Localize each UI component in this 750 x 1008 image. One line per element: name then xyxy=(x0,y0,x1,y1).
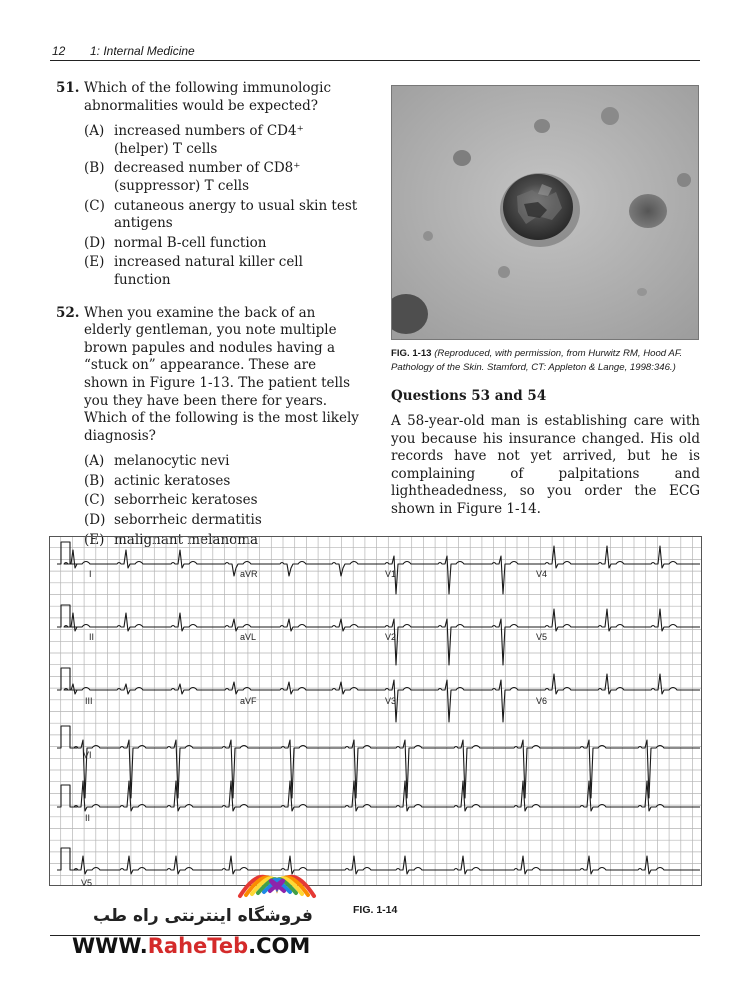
lead-label: V5 xyxy=(536,632,548,642)
lead-label: V2 xyxy=(385,632,397,642)
option-text: decreased number of CD8⁺ (suppressor) T cells xyxy=(114,160,301,194)
option-letter: (D) xyxy=(84,512,106,529)
page-number: 12 xyxy=(52,44,66,58)
answer-option xyxy=(84,453,362,471)
ecg-traces xyxy=(57,542,700,874)
option-letter: (B) xyxy=(84,160,105,177)
question-group-heading: Questions 53 and 54 xyxy=(391,388,547,404)
section-title: 1: Internal Medicine xyxy=(90,44,195,58)
lead-label: II xyxy=(85,813,91,823)
option-text: normal B-cell function xyxy=(114,234,267,251)
answer-option xyxy=(84,123,362,158)
lead-label: V3 xyxy=(385,696,397,706)
figure-1-14-caption: FIG. 1-14 xyxy=(353,904,398,916)
answer-option xyxy=(84,492,362,510)
running-header xyxy=(50,44,700,61)
option-letter: (B) xyxy=(84,472,105,489)
answer-option xyxy=(84,235,362,253)
seborrheic-keratosis-photo xyxy=(392,86,698,339)
ecg-waveform xyxy=(57,726,700,798)
watermark xyxy=(70,862,330,962)
lead-label: aVF xyxy=(240,696,257,706)
answer-options xyxy=(84,123,362,289)
url-prefix: WWW. xyxy=(72,934,148,958)
option-letter: (A) xyxy=(84,453,105,470)
option-letter: (A) xyxy=(84,123,105,140)
option-text: seborrheic keratoses xyxy=(114,492,258,509)
lead-label: III xyxy=(85,696,93,706)
clinical-vignette: A 58-year-old man is establishing care with you because his insurance changed. His old records have not yet arrived, but he is complaining of palpitations and lightheadedness, so you order the ECG shown in Figure 1-14. xyxy=(391,413,700,517)
option-text: seborrheic dermatitis xyxy=(114,512,262,529)
ecg-grid xyxy=(49,536,702,886)
ecg-waveform xyxy=(57,542,700,594)
question-51 xyxy=(50,80,362,290)
option-text: cutaneous anergy to usual skin test antigens xyxy=(114,197,358,232)
question-52 xyxy=(50,305,362,550)
ecg-tracing xyxy=(49,536,702,886)
lead-label: V5 xyxy=(81,878,93,886)
lead-label: VI xyxy=(83,750,92,760)
lead-label: V4 xyxy=(536,569,548,579)
figure-1-14-ecg xyxy=(49,536,702,886)
figure-credit: (Reproduced, with permission, from Hurwitz RM, Hood AF. Pathology of the Skin. Stamford, CT: Appleton & Lange, 1998:346.) xyxy=(391,348,683,373)
option-text: malignant melanoma xyxy=(114,531,259,548)
url-suffix: .COM xyxy=(248,934,311,958)
questions-column xyxy=(50,80,362,564)
ecg-frame xyxy=(50,537,702,886)
answer-option xyxy=(84,160,362,195)
option-letter: (C) xyxy=(84,492,105,509)
lead-label: I xyxy=(89,569,92,579)
option-text: increased natural killer cell function xyxy=(114,254,303,288)
lead-label: V1 xyxy=(385,569,397,579)
answer-options xyxy=(84,453,362,549)
answer-option xyxy=(84,512,362,530)
figure-1-13-photo xyxy=(391,85,699,340)
ecg-waveform xyxy=(57,605,700,665)
option-letter: (C) xyxy=(84,197,105,214)
answer-option xyxy=(84,198,362,233)
figure-number: FIG. 1-13 xyxy=(391,348,432,359)
option-text: increased numbers of CD4⁺ (helper) T cells xyxy=(114,123,304,157)
lead-label: V6 xyxy=(536,696,548,706)
question-stem: Which of the following immunologic abnormalities would be expected? xyxy=(84,80,332,114)
question-stem: When you examine the back of an elderly gentleman, you note multiple brown papules and nodules having a “stuck on” appearance. These are shown in Figure 1-13. The patient tells you they have been there for years. Which of the following is the most likely diagnosis? xyxy=(84,304,359,444)
lead-label: aVL xyxy=(240,632,257,642)
ecg-waveform xyxy=(57,781,700,811)
figure-1-13-caption xyxy=(391,347,703,374)
answer-option xyxy=(84,254,362,289)
option-letter: (D) xyxy=(84,234,106,251)
option-text: actinic keratoses xyxy=(114,472,231,489)
question-number: 52. xyxy=(56,304,80,321)
url-brand: RaheTeb xyxy=(147,934,249,958)
answer-option xyxy=(84,473,362,491)
question-number: 51. xyxy=(56,80,80,96)
watermark-store-name: فروشگاه اینترنتی راه طب xyxy=(93,906,313,926)
lead-label: aVR xyxy=(240,569,258,579)
book-ribbon-logo xyxy=(232,858,322,904)
ecg-lead-labels xyxy=(81,569,547,886)
watermark-url xyxy=(72,934,310,958)
lead-label: II xyxy=(89,632,95,642)
option-letter: (E) xyxy=(84,531,105,548)
option-text: melanocytic nevi xyxy=(114,453,230,470)
option-letter: (E) xyxy=(84,254,105,271)
